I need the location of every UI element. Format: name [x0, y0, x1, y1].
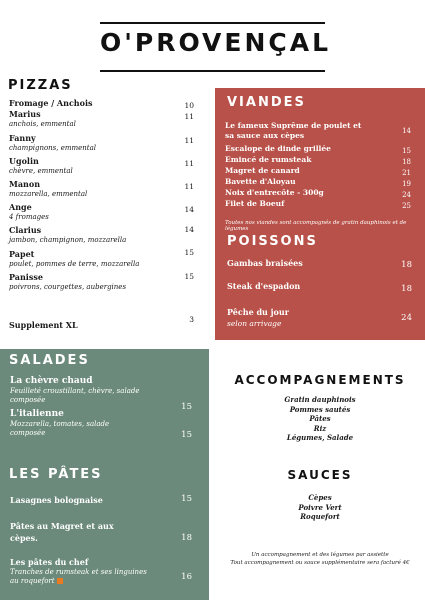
- item-price: 11: [184, 112, 194, 121]
- item-name: Manon: [9, 179, 41, 189]
- item-name: Marius: [9, 109, 41, 119]
- item-price: 11: [184, 136, 194, 145]
- menu-item: [9, 225, 194, 245]
- item-name: Lasagnes bolognaise: [10, 495, 103, 505]
- menu-item: [9, 202, 194, 222]
- logo-text: O'PROVENÇAL: [100, 28, 332, 57]
- item-description: Mozzarella, tomates, salade: [10, 420, 110, 428]
- item-price: 14: [184, 225, 194, 234]
- item-name: Supplement XL: [9, 320, 78, 330]
- item-price: 10: [184, 101, 194, 110]
- item-price: 24: [401, 313, 412, 323]
- item-description: [10, 577, 192, 586]
- item-price: 15: [184, 272, 194, 281]
- list-item: Pâtes: [309, 414, 331, 423]
- menu-item: [9, 109, 194, 129]
- item-name: Clarius: [9, 225, 42, 235]
- sauces-title: SAUCES: [287, 468, 353, 482]
- menu-item: [9, 133, 194, 153]
- item-description: 4 fromages: [9, 213, 49, 221]
- item-price: 15: [181, 494, 192, 504]
- footnote-line: Tout accompagnement ou sauce supplémentaire sera facturé 4€: [230, 560, 410, 566]
- list-item: Pommes sautés: [289, 404, 351, 414]
- item-price: 18: [181, 533, 192, 543]
- list-item: Roquefort: [300, 512, 340, 521]
- item-name: La chèvre chaud: [10, 376, 93, 386]
- item-name: Steak d'espadon: [227, 281, 301, 291]
- item-name: sa sauce aux cèpes: [225, 131, 305, 140]
- item-price: 24: [402, 191, 411, 199]
- item-description: poivrons, courgettes, aubergines: [9, 283, 127, 291]
- viandes-poissons-section: [215, 88, 425, 340]
- menu-item: [227, 281, 412, 292]
- item-price: 18: [401, 284, 412, 294]
- menu-item: [225, 166, 411, 176]
- item-name: Escalope de dinde grillée: [225, 144, 331, 153]
- item-price: 14: [184, 205, 194, 214]
- item-description: Tranches de rumsteak et ses linguines: [10, 568, 147, 576]
- item-price: 15: [184, 248, 194, 257]
- menu-item: [225, 177, 411, 187]
- item-description-part: au roquefort: [10, 577, 55, 585]
- menu-item: [9, 156, 194, 176]
- viandes-note: Toutes nos viandes sont accompagnés de gratin dauphinois et de légumes: [225, 220, 407, 232]
- footnote-line: Un accompagnement et des légumes par assiette: [251, 552, 389, 558]
- list-item: Cèpes: [308, 493, 332, 502]
- footnote: [215, 551, 425, 567]
- pizzas-section: [0, 78, 205, 348]
- item-name: Emincé de rumsteak: [225, 155, 312, 164]
- item-price: 21: [402, 169, 411, 177]
- item-price: 19: [402, 180, 411, 188]
- item-name: Gambas braisées: [227, 258, 303, 268]
- menu-item: [10, 556, 192, 586]
- emoji-icon: [57, 578, 63, 584]
- restaurant-logo: [100, 22, 332, 72]
- menu-item: [9, 315, 194, 330]
- item-name: Noix d'entrecôte - 300g: [225, 188, 324, 197]
- list-item: Légumes, Salade: [286, 433, 354, 442]
- item-price: 15: [181, 402, 192, 412]
- pizzas-title: PIZZAS: [8, 78, 73, 93]
- menu-item: [225, 144, 411, 154]
- list-item: Riz: [313, 423, 327, 433]
- item-description: poulet, pommes de terre, mozzarella: [9, 260, 140, 268]
- accompagnements-title: ACCOMPAGNEMENTS: [234, 373, 406, 387]
- item-name: Ange: [9, 202, 32, 212]
- menu-item: [225, 188, 411, 198]
- item-description: composée: [10, 429, 46, 437]
- accompagnements-list: [215, 395, 425, 443]
- item-name: Bavette d'Aloyau: [225, 177, 296, 186]
- item-price: 15: [181, 430, 192, 440]
- item-description: mozzarella, emmental: [9, 190, 88, 198]
- item-name: Panisse: [9, 272, 43, 282]
- item-description: selon arrivage: [227, 319, 282, 328]
- list-item: Poivre Vert: [298, 502, 342, 512]
- salades-pates-section: [0, 349, 209, 600]
- salades-title: SALADES: [9, 353, 90, 368]
- item-description: composée: [10, 396, 46, 404]
- menu-item: [10, 376, 192, 412]
- sauces-list: [215, 493, 425, 522]
- menu-item: [10, 409, 192, 438]
- item-name: Fanny: [9, 133, 36, 143]
- item-price: 11: [184, 159, 194, 168]
- menu-item: [227, 258, 412, 269]
- menu-item: [9, 272, 194, 292]
- logo-top-rule: [100, 22, 325, 24]
- menu-item: [9, 179, 194, 199]
- menu-item: [225, 155, 411, 165]
- item-name-cont: cèpes.: [10, 533, 38, 543]
- viandes-title: VIANDES: [227, 95, 306, 110]
- item-name: L'italienne: [10, 409, 64, 419]
- item-description: jambon, champignon, mozzarella: [9, 236, 127, 244]
- item-description: champignons, emmental: [9, 144, 97, 152]
- item-price: 14: [402, 127, 411, 135]
- menu-item: [225, 127, 411, 141]
- item-price: 25: [402, 202, 411, 210]
- item-price: 15: [402, 147, 411, 155]
- item-name: Pêche du jour: [227, 307, 289, 317]
- item-price: 18: [402, 158, 411, 166]
- menu-item: [227, 307, 412, 329]
- menu-item: [225, 121, 411, 131]
- item-description: chèvre, emmental: [9, 167, 73, 175]
- item-name: Fromage / Anchois: [9, 98, 93, 108]
- item-name: Le fameux Suprême de poulet et: [225, 121, 362, 130]
- item-name: Ugolin: [9, 156, 39, 166]
- item-price: 11: [184, 182, 194, 191]
- poissons-title: POISSONS: [227, 234, 318, 249]
- item-name: Les pâtes du chef: [10, 557, 89, 567]
- list-item: Gratin dauphinois: [284, 395, 356, 404]
- item-price: 16: [181, 572, 192, 582]
- item-name: Papet: [9, 249, 35, 259]
- item-price: 18: [401, 260, 412, 270]
- item-name: Filet de Boeuf: [225, 199, 285, 208]
- item-price: 3: [189, 315, 194, 324]
- menu-item: [10, 520, 192, 544]
- item-name: Pâtes au Magret et aux: [10, 521, 114, 531]
- menu-item: [9, 249, 194, 269]
- menu-item: [225, 199, 411, 209]
- item-description: Feuilleté croustillant, chèvre, salade: [10, 387, 140, 395]
- pates-title: LES PÂTES: [9, 467, 103, 482]
- menu-item: [9, 98, 194, 108]
- item-name: Magret de canard: [225, 166, 300, 175]
- item-description: anchois, emmental: [9, 120, 76, 128]
- logo-bottom-rule: [100, 70, 325, 72]
- menu-item: [10, 494, 192, 506]
